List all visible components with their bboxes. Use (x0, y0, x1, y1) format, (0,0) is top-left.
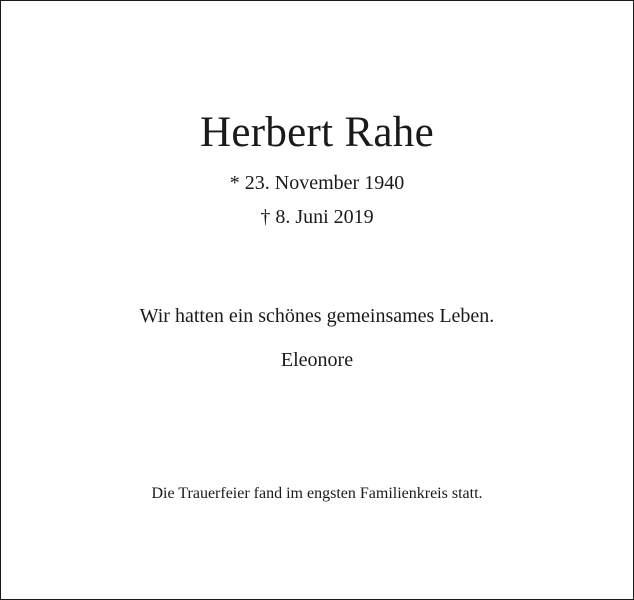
funeral-note: Die Trauerfeier fand im engsten Familienkreis statt. (151, 485, 483, 502)
birth-date: * 23. November 1940 (229, 172, 405, 194)
memorial-quote: Wir hatten ein schönes gemeinsames Leben. (139, 305, 495, 327)
signature: Eleonore (280, 349, 354, 371)
deceased-name: Herbert Rahe (199, 109, 434, 156)
death-date: † 8. Juni 2019 (260, 206, 374, 228)
